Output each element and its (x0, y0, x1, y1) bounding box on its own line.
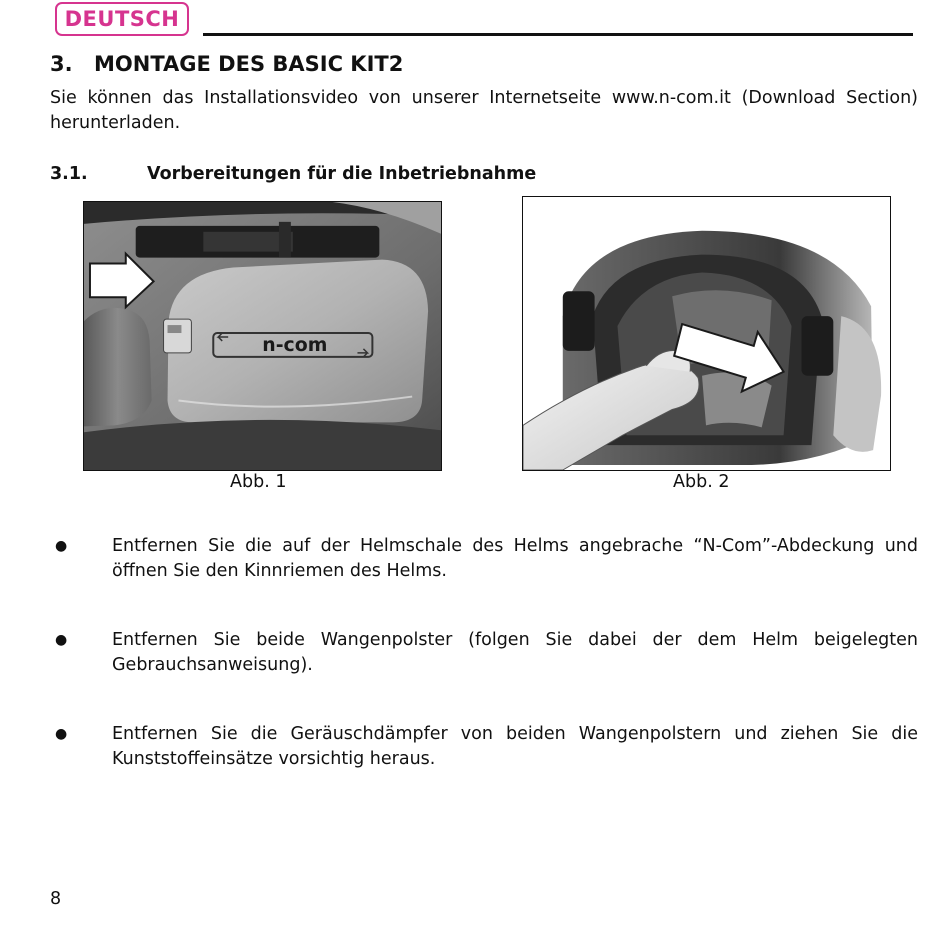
figure-2-caption: Abb. 2 (673, 472, 730, 492)
helmet-interior-photo (523, 197, 890, 470)
instruction-list (50, 534, 918, 772)
section-intro: Sie können das Installationsvideo von unserer Internetseite www.n-com.it (Download Section) herunterladen. (50, 88, 918, 133)
list-item (50, 722, 918, 772)
n-com-logo: n-com (262, 333, 328, 356)
subsection-number: 3.1. (50, 164, 88, 184)
figure-1-caption: Abb. 1 (230, 472, 287, 492)
helmet-cover-photo (84, 202, 441, 470)
figure-2-photo (522, 196, 891, 471)
page-number: 8 (50, 889, 62, 909)
section-number: 3. (50, 52, 73, 76)
figure-1-photo (83, 201, 442, 471)
header-rule (203, 33, 913, 36)
bullet-icon: ● (55, 726, 68, 742)
bullet-icon: ● (55, 632, 68, 648)
subsection-title-text: Vorbereitungen für die Inbetriebnahme (147, 164, 537, 184)
list-item (50, 628, 918, 678)
section-title (50, 52, 403, 76)
bullet-icon: ● (55, 538, 68, 554)
subsection-title (50, 164, 536, 184)
list-item-text: Entfernen Sie die Geräuschdämpfer von beiden Wangenpolstern und ziehen Sie die Kunststoffeinsätze vorsichtig heraus. (112, 724, 918, 769)
language-badge (55, 2, 189, 36)
section-title-text: MONTAGE DES BASIC KIT2 (94, 52, 404, 76)
language-label: DEUTSCH (64, 7, 180, 31)
list-item (50, 534, 918, 584)
list-item-text: Entfernen Sie beide Wangenpolster (folgen Sie dabei der dem Helm beigelegten Gebrauchsanweisung). (112, 630, 918, 675)
list-item-text: Entfernen Sie die auf der Helmschale des Helms angebrache “N-Com”-Abdeckung und öffnen Sie den Kinnriemen des Helms. (112, 536, 918, 581)
